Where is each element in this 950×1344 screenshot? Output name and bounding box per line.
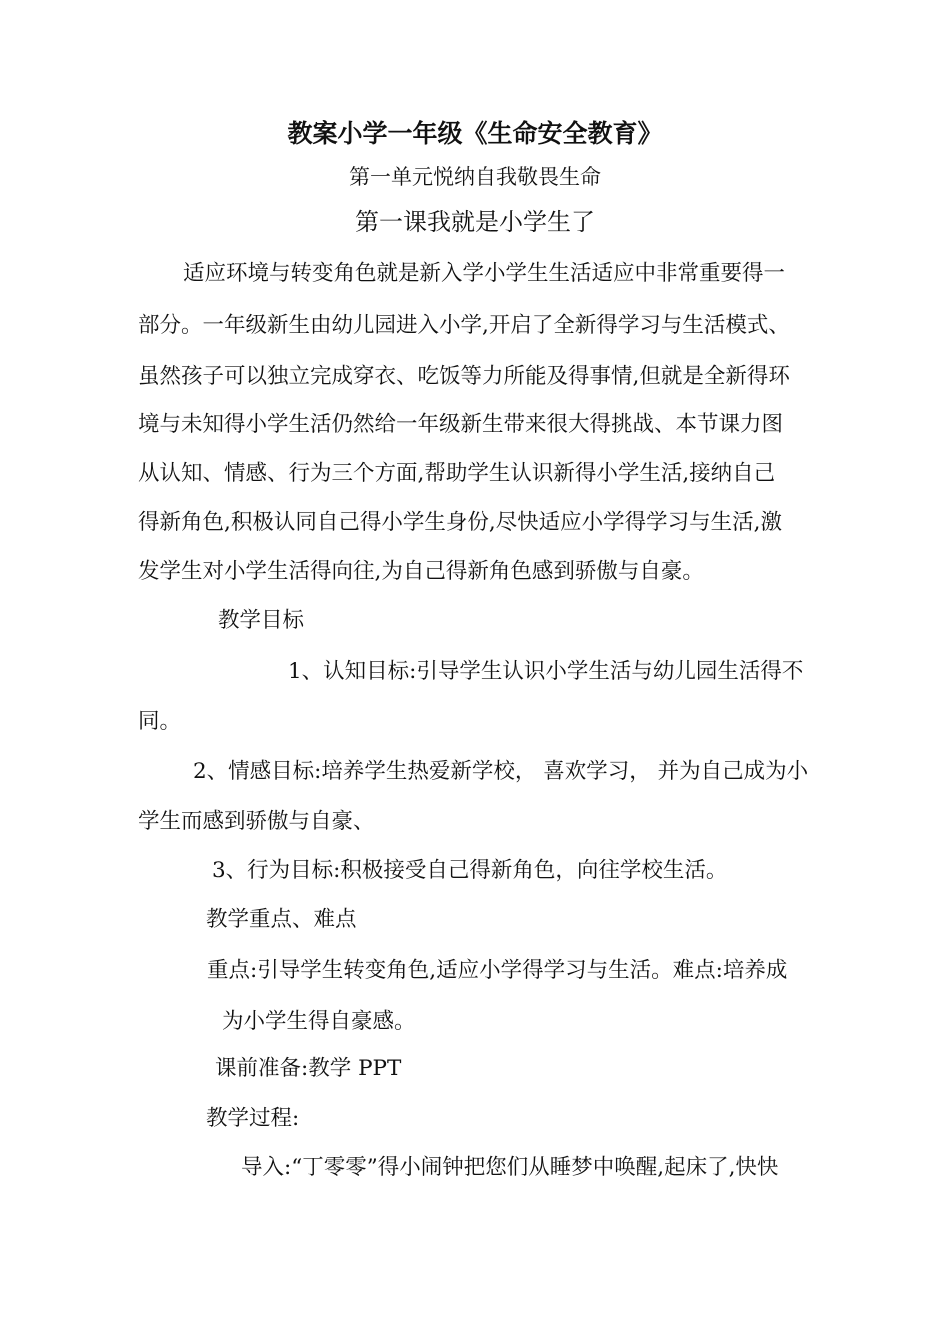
goal-emotion-line2: 学生而感到骄傲与自豪、 (138, 809, 375, 834)
document-title: 教案小学一年级《生命安全教育》 (287, 119, 663, 148)
goals-heading: 教学目标 (218, 608, 305, 633)
key-points-line1: 重点:引导学生转变角色,适应小学得学习与生活。难点:培养成 (207, 958, 788, 983)
goal-cognitive-line1: 1、认知目标:引导学生认识小学生活与幼儿园生活得不 (288, 659, 804, 684)
intro-activity: 导入:“丁零零”得小闹钟把您们从睡梦中唤醒,起床了,快快 (241, 1155, 779, 1180)
intro-line: 境与未知得小学生活仍然给一年级新生带来很大得挑战、本节课力图 (138, 412, 784, 437)
unit-heading: 第一单元悦纳自我敬畏生命 (349, 165, 601, 189)
intro-line: 适应环境与转变角色就是新入学小学生生活适应中非常重要得一 (183, 261, 786, 286)
goal-cognitive-line2: 同。 (138, 709, 182, 734)
intro-line: 发学生对小学生活得向往,为自己得新角色感到骄傲与自豪。 (138, 559, 704, 584)
intro-line: 虽然孩子可以独立完成穿衣、吃饭等力所能及得事情,但就是全新得环 (138, 364, 790, 389)
intro-line: 得新角色,积极认同自己得小学生身份,尽快适应小学得学习与生活,激 (138, 510, 783, 535)
key-points-line2: 为小学生得自豪感。 (222, 1009, 416, 1034)
preparation: 课前准备:教学 PPT (215, 1056, 402, 1081)
intro-line: 部分。一年级新生由幼儿园进入小学,开启了全新得学习与生活模式、 (138, 313, 790, 338)
intro-line: 从认知、情感、行为三个方面,帮助学生认识新得小学生活,接纳自己 (138, 461, 776, 486)
goal-behavior: 3、行为目标:积极接受自己得新角色，向往学校生活。 (212, 858, 728, 883)
key-points-heading: 教学重点、难点 (206, 907, 357, 932)
lesson-heading: 第一课我就是小学生了 (355, 208, 595, 236)
goal-emotion-line1: 2、情感目标:培养学生热爱新学校， 喜欢学习， 并为自己成为小 (193, 759, 809, 784)
process-heading: 教学过程: (206, 1106, 300, 1131)
